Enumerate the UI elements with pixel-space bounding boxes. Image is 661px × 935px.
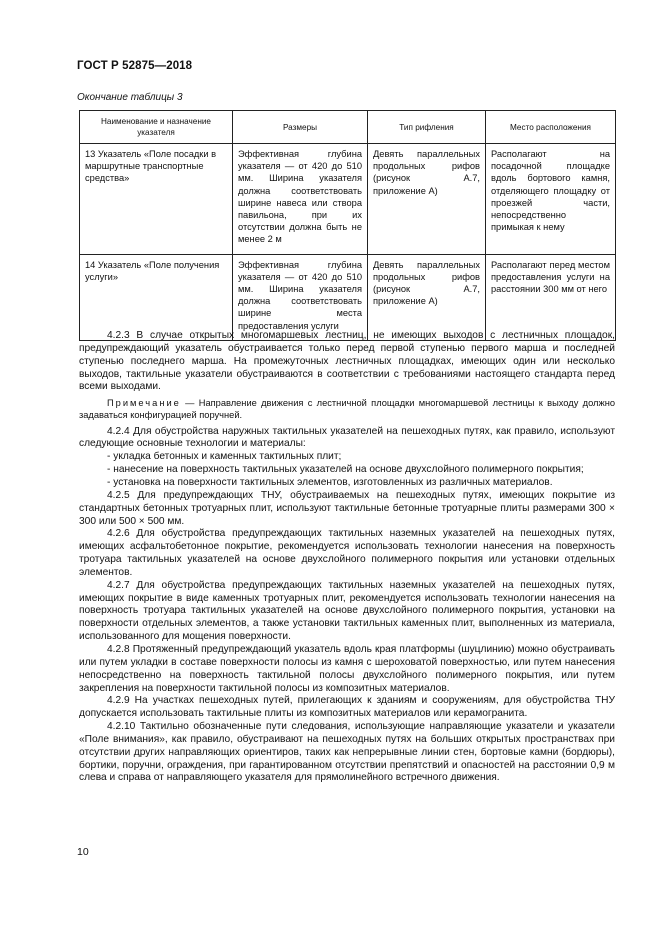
note bbox=[79, 397, 615, 421]
table-cell: Девять параллельных продольных рифов (рисунок А.7, приложение А) bbox=[368, 144, 486, 255]
column-header: Наименование и назначение указателя bbox=[80, 111, 233, 144]
document-header: ГОСТ Р 52875—2018 bbox=[77, 60, 193, 72]
paragraph-4-2-10: 4.2.10 Тактильно обозначенные пути следования, использующие направляющие указатели и указатели «Поле внимания», как правило, обустраивают на пешеходных путях на больших открытых пространствах при отсутствии других направляющих ориентиров, таких как непрерывные линии стен, бортовые камни (бордюры), бортики, поручни, ограждения, при гарантированном отсутствии препятствий и опасностей на расстоянии 0,9 м слева и справа от направляющего указателя для прямолинейного встречного движения. bbox=[79, 721, 615, 784]
dimensions-table bbox=[79, 110, 616, 341]
table-row bbox=[80, 144, 616, 255]
paragraph-4-2-5: 4.2.5 Для предупреждающих ТНУ, обустраиваемых на пешеходных путях, имеющих покрытие из стандартных бетонных тротуарных плит, используют тактильные бетонные тротуарные плиты размерами 300 × 300 или 500 × 500 мм. bbox=[79, 489, 615, 527]
table-row bbox=[80, 254, 616, 340]
paragraph-4-2-6: 4.2.6 Для обустройства предупреждающих тактильных наземных указателей на пешеходных путях, имеющих асфальтобетонное покрытие, рекомендуется использовать технологии нанесения на поверхность тротуара тактильных указателей на основе двухслойного полимерного покрытия или установки отдельных элементов. bbox=[79, 528, 615, 578]
list-item: - укладка бетонных и каменных тактильных плит; bbox=[107, 451, 342, 463]
paragraph-4-2-3: 4.2.3 В случае открытых многомаршевых лестниц, не имеющих выходов с лестничных площадок, предупреждающий указатель обустраивается только перед первой ступенью первого марша и последней ступенью последнего марша. На промежуточных лестничных площадках, имеющих один или несколько выходов, тактильные указатели обустраиваются в соответствии с требованиями настоящего стандарта перед всеми выходами. bbox=[79, 330, 615, 393]
column-header: Тип рифления bbox=[368, 111, 486, 144]
table-cell: Девять параллельных продольных рифов (рисунок А.7, приложение А) bbox=[368, 254, 486, 340]
table-cell: Располагают на посадочной площадке вдоль бортового камня, отделяющего площадку от проезжей части, непосредственно примыкая к нему bbox=[486, 144, 616, 255]
paragraph-4-2-4: 4.2.4 Для обустройства наружных тактильных указателей на пешеходных путях, как правило, используют следующие основные технологии и материалы: bbox=[79, 425, 615, 450]
table-caption: Окончание таблицы 3 bbox=[77, 92, 183, 103]
body-text bbox=[79, 330, 615, 785]
list-item: - установка на поверхности тактильных элементов, изготовленных из различных материалов. bbox=[107, 477, 553, 488]
paragraph-4-2-8: 4.2.8 Протяженный предупреждающий указатель вдоль края платформы (шуцлинию) можно обустраивать или путем укладки в составе поверхности полосы из камня с шероховатой поверхностью, или путем нанесения непосредственно на поверхность тактильной полосы двухслойного полимерного покрытия, или путем закрепления на поверхности тактильной полосы из композитных материалов. bbox=[79, 643, 615, 694]
table-cell: 13 Указатель «Поле посадки в маршрутные транспортные средства» bbox=[80, 144, 233, 255]
page-number: 10 bbox=[77, 846, 89, 858]
note-label: Примечание bbox=[107, 398, 181, 409]
note-text: — Направление движения с лестничной площадки многомаршевой лестницы к выходу должно задаваться конфигурацией поручней. bbox=[79, 398, 615, 421]
column-header: Место расположения bbox=[486, 111, 616, 144]
table-cell: Эффективная глубина указателя — от 420 до 510 мм. Ширина указателя должна соответствовать ширине навеса или створа павильона, при их отсутствии должна быть не менее 2 м bbox=[233, 144, 368, 255]
column-header: Размеры bbox=[233, 111, 368, 144]
table-header-row bbox=[80, 111, 616, 144]
table-cell: Располагают перед местом предоставления услуги на расстоянии 300 мм от него bbox=[486, 254, 616, 340]
paragraph-4-2-9: 4.2.9 На участках пешеходных путей, прилегающих к зданиям и сооружениям, для обустройства ТНУ допускается использовать тактильные плиты из композитных материалов или керамогранита. bbox=[79, 695, 615, 720]
paragraph-4-2-7: 4.2.7 Для обустройства предупреждающих тактильных наземных указателей на пешеходных путях, имеющих покрытие в виде каменных тротуарных плит, рекомендуется использовать технологии нанесения на поверхность тротуара тактильных указателей на основе двухслойного полимерного покрытия, установки на поверхности отдельных элементов, а также установки тактильных каменных плит, выполненных из материала, использованного для мощения поверхности. bbox=[79, 579, 615, 643]
table-cell: 14 Указатель «Поле получения услуги» bbox=[80, 254, 233, 340]
list-item: - нанесение на поверхность тактильных указателей на основе двухслойного полимерного покрытия; bbox=[107, 464, 584, 476]
table-cell: Эффективная глубина указателя — от 420 до 510 мм. Ширина указателя должна соответствовать ширине места предоставления услуги bbox=[233, 254, 368, 340]
